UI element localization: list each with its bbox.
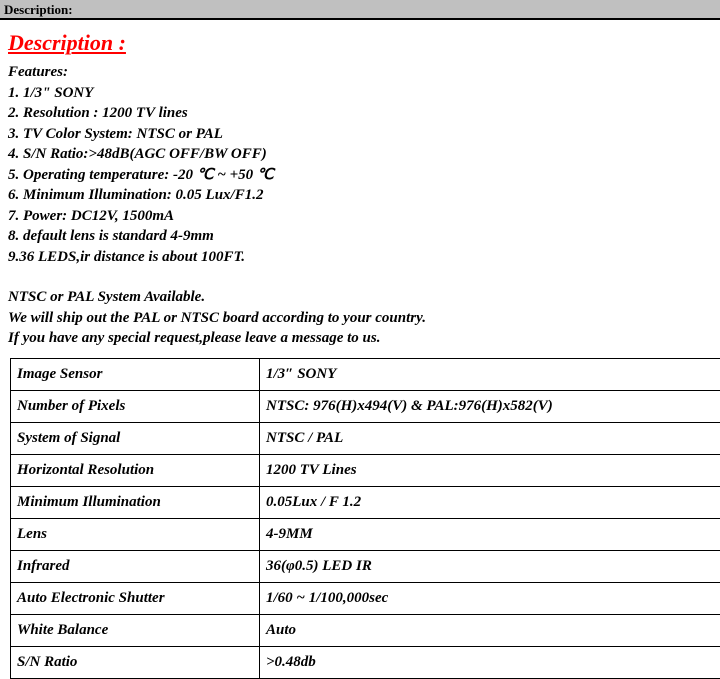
table-row bbox=[11, 390, 720, 422]
table-row bbox=[11, 646, 720, 678]
feature-line: 2. Resolution : 1200 TV lines bbox=[8, 105, 188, 121]
table-row bbox=[11, 486, 720, 518]
feature-line: 4. S/N Ratio:>48dB(AGC OFF/BW OFF) bbox=[8, 146, 267, 162]
table-row bbox=[11, 454, 720, 486]
notes-block bbox=[8, 287, 714, 349]
document-content bbox=[0, 20, 720, 679]
spec-label: Lens bbox=[11, 518, 260, 550]
spec-value: NTSC: 976(H)x494(V) & PAL:976(H)x582(V) bbox=[260, 390, 720, 422]
spec-label: System of Signal bbox=[11, 422, 260, 454]
specification-table bbox=[10, 358, 720, 679]
spec-label: Minimum Illumination bbox=[11, 486, 260, 518]
table-row bbox=[11, 422, 720, 454]
feature-line: 1. 1/3" SONY bbox=[8, 84, 94, 101]
feature-line: 8. default lens is standard 4-9mm bbox=[8, 228, 214, 244]
spec-value: 36(φ0.5) LED IR bbox=[260, 550, 720, 582]
spec-value: 4-9MM bbox=[260, 518, 720, 550]
spec-value: 1/3″ SONY bbox=[260, 358, 720, 390]
spec-value: NTSC / PAL bbox=[260, 422, 720, 454]
note-line: If you have any special request,please leave a message to us. bbox=[8, 330, 381, 346]
spec-value: >0.48db bbox=[260, 646, 720, 678]
features-label: Features: bbox=[8, 64, 68, 80]
table-row bbox=[11, 582, 720, 614]
table-row bbox=[11, 614, 720, 646]
spec-label: Infrared bbox=[11, 550, 260, 582]
table-row bbox=[11, 358, 720, 390]
spec-value: Auto bbox=[260, 614, 720, 646]
section-header-bar bbox=[0, 0, 720, 20]
note-line: NTSC or PAL System Available. bbox=[8, 289, 206, 305]
spec-value: 0.05Lux / F 1.2 bbox=[260, 486, 720, 518]
spec-label: Image Sensor bbox=[11, 358, 260, 390]
section-header-title: Description: bbox=[4, 1, 73, 17]
spec-label: Horizontal Resolution bbox=[11, 454, 260, 486]
spec-value: 1200 TV Lines bbox=[260, 454, 720, 486]
spec-value: 1/60 ~ 1/100,000sec bbox=[260, 582, 720, 614]
feature-line: 6. Minimum Illumination: 0.05 Lux/F1.2 bbox=[8, 187, 264, 203]
note-line: We will ship out the PAL or NTSC board according to your country. bbox=[8, 309, 426, 326]
spec-label: S/N Ratio bbox=[11, 646, 260, 678]
feature-line: 3. TV Color System: NTSC or PAL bbox=[8, 125, 223, 142]
features-block bbox=[8, 62, 714, 267]
feature-line: 5. Operating temperature: -20 ℃ ~ +50 ℃ bbox=[8, 166, 274, 183]
table-row bbox=[11, 550, 720, 582]
feature-line: 9.36 LEDS,ir distance is about 100FT. bbox=[8, 248, 245, 265]
description-heading: Description : bbox=[8, 30, 126, 55]
spec-label: Auto Electronic Shutter bbox=[11, 582, 260, 614]
spacer bbox=[6, 267, 714, 287]
spec-label: White Balance bbox=[11, 614, 260, 646]
feature-line: 7. Power: DC12V, 1500mA bbox=[8, 207, 174, 224]
table-row bbox=[11, 518, 720, 550]
spec-label: Number of Pixels bbox=[11, 390, 260, 422]
